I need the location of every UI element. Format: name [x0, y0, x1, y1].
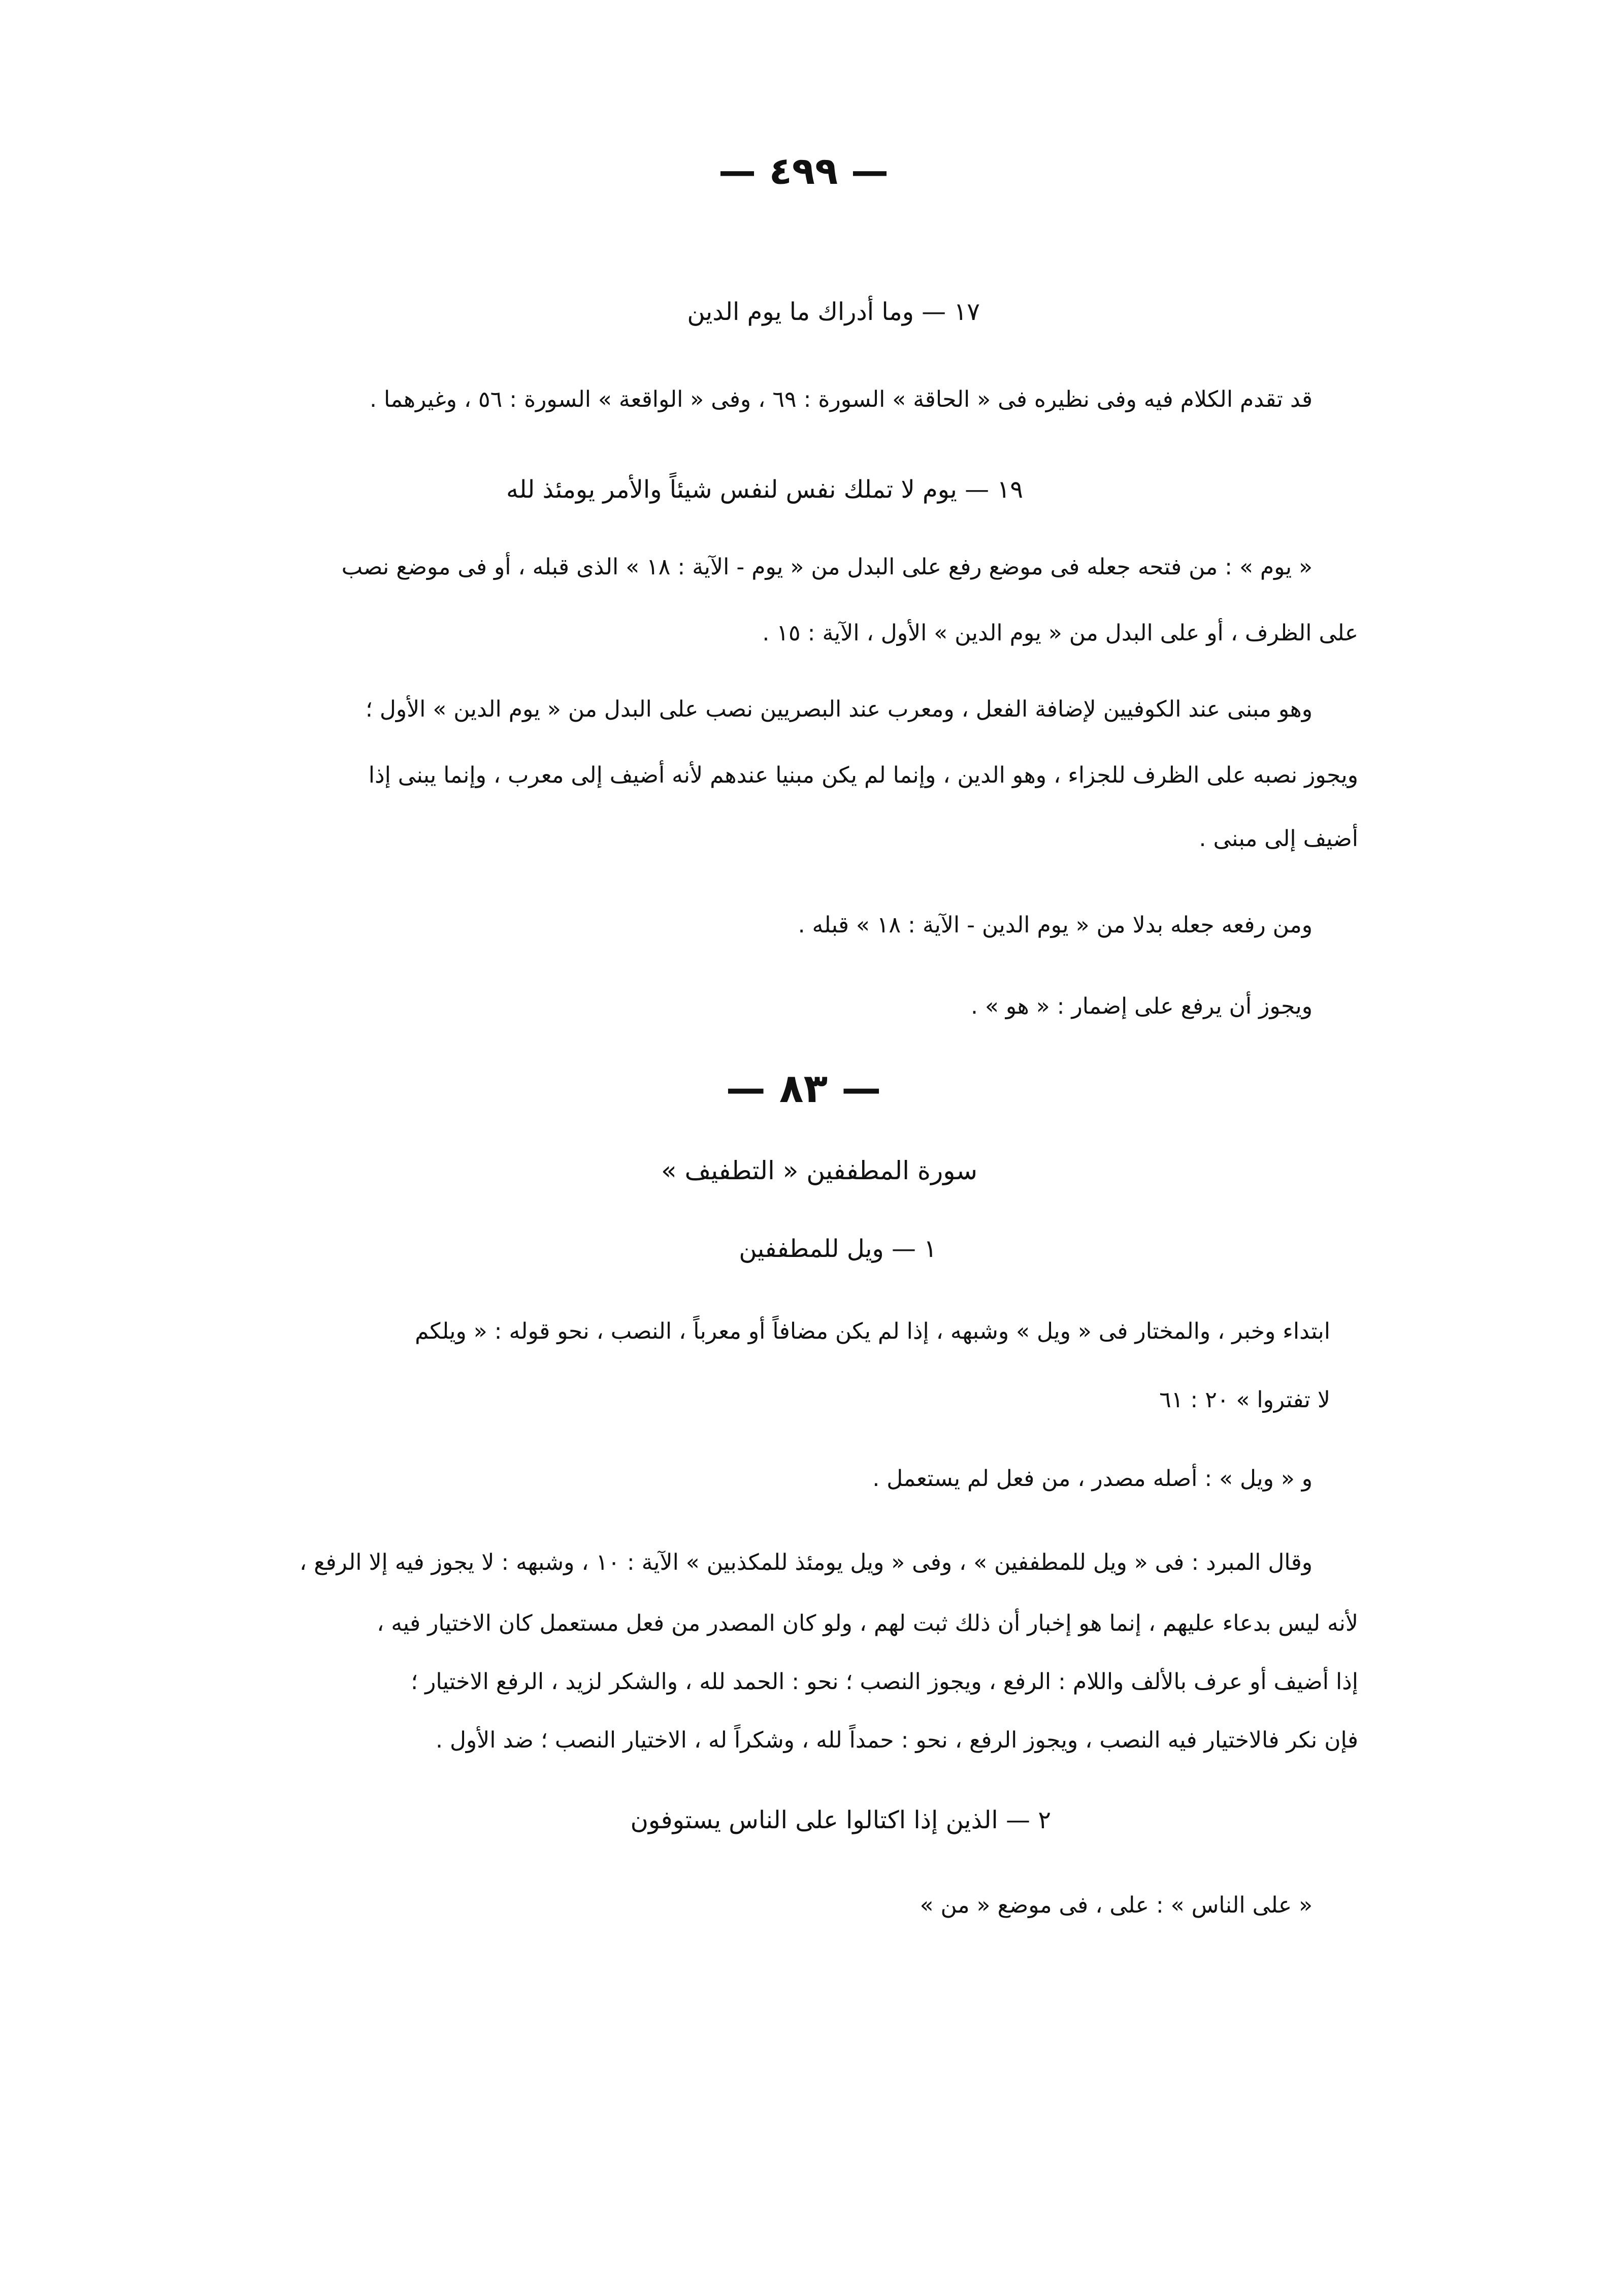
- paragraph-line: لا تفتروا » ٢٠ : ٦١: [1159, 1387, 1330, 1413]
- paragraph-line: « يوم » : من فتحه جعله فى موضع رفع على البدل من « يوم - الآية : ١٨ » الذى قبله ، أو فى موضع نصب: [341, 554, 1313, 580]
- paragraph-line: « على الناس » : على ، فى موضع « من »: [920, 1892, 1313, 1918]
- paragraph-line: لأنه ليس بدعاء عليهم ، إنما هو إخبار أن ذلك ثبت لهم ، ولو كان المصدر من فعل مستعمل كان الاختيار فيه ،: [377, 1610, 1358, 1636]
- paragraph-line: وقال المبرد : فى « ويل للمطففين » ، وفى « ويل يومئذ للمكذبين » الآية : ١٠ ، وشبهه : لا يجوز فيه إلا الرفع ،: [299, 1549, 1313, 1575]
- paragraph-line: فإن نكر فالاختيار فيه النصب ، ويجوز الرفع ، نحو : حمداً لله ، وشكراً له ، الاختيار النصب ؛ ضد الأول .: [435, 1727, 1358, 1753]
- surah-title: سورة المطففين « التطفيف »: [661, 1156, 977, 1185]
- paragraph-line: وهو مبنى عند الكوفيين لإضافة الفعل ، ومعرب عند البصريين نصب على البدل من « يوم الدين » الأول ؛: [365, 696, 1313, 722]
- paragraph-line: أضيف إلى مبنى .: [1199, 826, 1358, 852]
- paragraph-line: على الظرف ، أو على البدل من « يوم الدين » الأول ، الآية : ١٥ .: [762, 620, 1358, 646]
- paragraph-line: ومن رفعه جعله بدلا من « يوم الدين - الآية : ١٨ » قبله .: [798, 912, 1313, 938]
- paragraph-line: ويجوز أن يرفع على إضمار : « هو » .: [970, 993, 1313, 1019]
- verse-1: ١ — ويل للمطففين: [739, 1235, 937, 1263]
- paragraph-line: و « ويل » : أصله مصدر ، من فعل لم يستعمل .: [872, 1466, 1313, 1492]
- verse-19: ١٩ — يوم لا تملك نفس لنفس شيئاً والأمر يومئذ لله: [506, 475, 1023, 504]
- paragraph-line: ويجوز نصبه على الظرف للجزاء ، وهو الدين ، وإنما لم يكن مبنيا عندهم لأنه أضيف إلى معرب ، وإنما يبنى إذا: [368, 762, 1358, 788]
- chapter-number: — ٨٣ —: [726, 1066, 881, 1112]
- paragraph-line: قد تقدم الكلام فيه وفى نظيره فى « الحاقة » السورة : ٦٩ ، وفى « الواقعة » السورة : ٥٦ ، وغيرهما .: [370, 386, 1313, 412]
- verse-2: ٢ — الذين إذا اكتالوا على الناس يستوفون: [630, 1806, 1051, 1834]
- paragraph-line: ابتداء وخبر ، والمختار فى « ويل » وشبهه ، إذا لم يكن مضافاً أو معرباً ، النصب ، نحو قوله : « ويلكم: [415, 1318, 1330, 1344]
- verse-17: ١٧ — وما أدراك ما يوم الدين: [687, 298, 980, 326]
- page-number: — ٤٩٩ —: [718, 149, 889, 193]
- paragraph-line: إذا أضيف أو عرف بالألف واللام : الرفع ، ويجوز النصب ؛ نحو : الحمد لله ، والشكر لزيد ، الرفع الاختيار ؛: [411, 1669, 1358, 1695]
